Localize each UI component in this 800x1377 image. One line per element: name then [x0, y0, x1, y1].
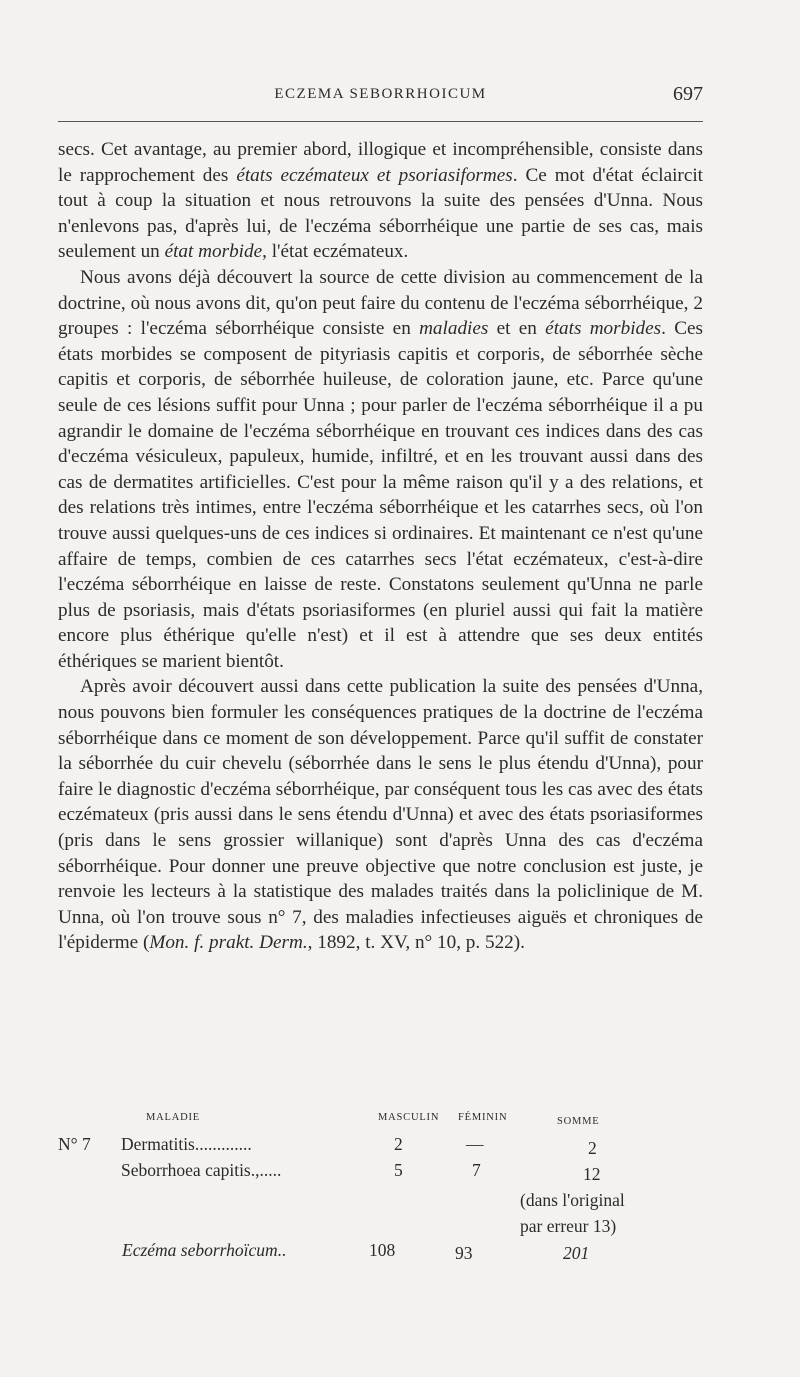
cell-somme: 201: [563, 1243, 590, 1263]
text-run: et en: [488, 318, 546, 340]
running-head: [58, 83, 703, 110]
cell-feminin: 93: [455, 1243, 473, 1263]
text-run: Nous avons déjà découvert la source de cette division au commencement de la doctrine, où nous avons dit, qu'on peut faire du contenu de l'eczéma séborrhéique, 2 groupes : l'eczéma séborrhéique consiste en: [58, 266, 703, 340]
cell-masculin: 2: [394, 1134, 403, 1154]
table-row: [58, 1160, 703, 1186]
text-run: , 1892, t. XV, n° 10, p. 522).: [307, 932, 525, 954]
cell-somme: 12: [583, 1164, 601, 1184]
header-masculin: MASCULIN: [378, 1112, 440, 1123]
header-feminin: FÉMININ: [458, 1112, 508, 1123]
cell-maladie: Seborrhoea capitis.,.....: [121, 1160, 282, 1180]
table-row: [58, 1134, 703, 1160]
cell-somme: 2: [588, 1138, 597, 1158]
text-run: . Ce mot d'état éclaircit tout à coup la situation et nous retrouvons la suite des pensées d'Unna. Nous n'enlevons pas, d'après lui, de l'eczéma séborrhéique une partie de ses cas, mais seulement un: [58, 164, 704, 263]
cell-maladie: Eczéma seborrhoïcum..: [122, 1240, 287, 1260]
header-rule: [58, 121, 703, 122]
italic-text: état morbide: [164, 241, 263, 263]
cell-feminin: 7: [472, 1160, 481, 1180]
text-run: Après avoir découvert aussi dans cette publication la suite des pensées d'Unna, nous pouvons bien formuler les conséquences pratiques de la doctrine de l'eczéma séborrhéique dans ce moment de son développement. Parce qu'il suffit de constater la séborrhée du cuir chevelu (séborrhée dans le sens le plus étendu d'Unna), pour faire le diagnostic d'eczéma séborrhéique, par conséquent tous les cas avec des états eczémateux (pris aussi dans le sens étendu d'Unna) et avec des états psoriasiformes (pris dans le sens grossier willanique) sont d'après Unna des cas d'eczéma séborrhéique. Pour donner une preuve objective que notre conclusion est juste, je renvoie les lecteurs à la statistique des malades traités dans la policlinique de M. Unna, où l'on trouve sous n° 7, des maladies infectieuses aiguës et chroniques de l'épiderme (: [58, 676, 703, 954]
paragraph-1: [58, 137, 703, 265]
body-text: [58, 137, 703, 956]
text-run: . Ces états morbides se composent de pityriasis capitis et corporis, de séborrhée sèche capitis et corporis, de séborrhée huileuse, de coloration jaune, etc. Parce qu'une seule de ces lésions suffit pour Unna ; pour parler de l'eczéma séborrhéique il a pu agrandir le domaine de l'eczéma séborrhéique en trouvant ces indices dans des cas d'eczéma vésiculeux, papuleux, humide, infiltré, et en les trouvant aussi dans des cas de dermatites artificielles. C'est pour la même raison qu'il y a des relations, et des relations très intimes, entre l'eczéma séborrhéique et les catarrhes secs, où l'on trouve aussi quelques-uns de ces indices si ordinaires. Et maintenant ce n'est qu'une affaire de temps, combien de ces catarrhes secs l'état eczémateux, c'est-à-dire l'eczéma séborrhéique en laisse de reste. Constatons seulement qu'Unna ne parle plus de psoriasis, mais d'états psoriasiformes (en pluriel aussi qui fait la matière encore plus éthérique qu'elle n'est) et il est à attendre que ses deux entités éthériques se marient bientôt.: [58, 318, 703, 672]
table-row-total: [58, 1240, 703, 1266]
cell-feminin: —: [466, 1134, 484, 1154]
header-maladie: MALADIE: [146, 1112, 201, 1123]
note-line-2: par erreur 13): [520, 1216, 617, 1236]
table-note: [58, 1216, 703, 1242]
paragraph-2: [58, 265, 703, 675]
cell-masculin: 108: [369, 1240, 396, 1260]
italic-text: maladies: [419, 318, 489, 340]
cell-maladie: Dermatitis.............: [121, 1134, 252, 1154]
paragraph-3: [58, 674, 703, 956]
note-line-1: (dans l'original: [520, 1190, 625, 1210]
header-somme: SOMME: [557, 1116, 600, 1127]
italic-text: Mon. f. prakt. Derm.: [149, 932, 308, 954]
row-number: N° 7: [58, 1134, 91, 1154]
italic-text: états eczémateux et psoriasiformes: [236, 164, 513, 186]
text-run: , l'état eczémateux.: [262, 241, 409, 263]
table-note: [58, 1190, 703, 1216]
italic-text: états morbides: [545, 318, 662, 340]
page-number: 697: [673, 83, 703, 105]
cell-masculin: 5: [394, 1160, 403, 1180]
running-title: ECZEMA SEBORRHOICUM: [274, 86, 487, 102]
text-run: secs. Cet avantage, au premier abord, illogique et incompréhensible, consiste dans le rapprochement des: [58, 139, 703, 186]
